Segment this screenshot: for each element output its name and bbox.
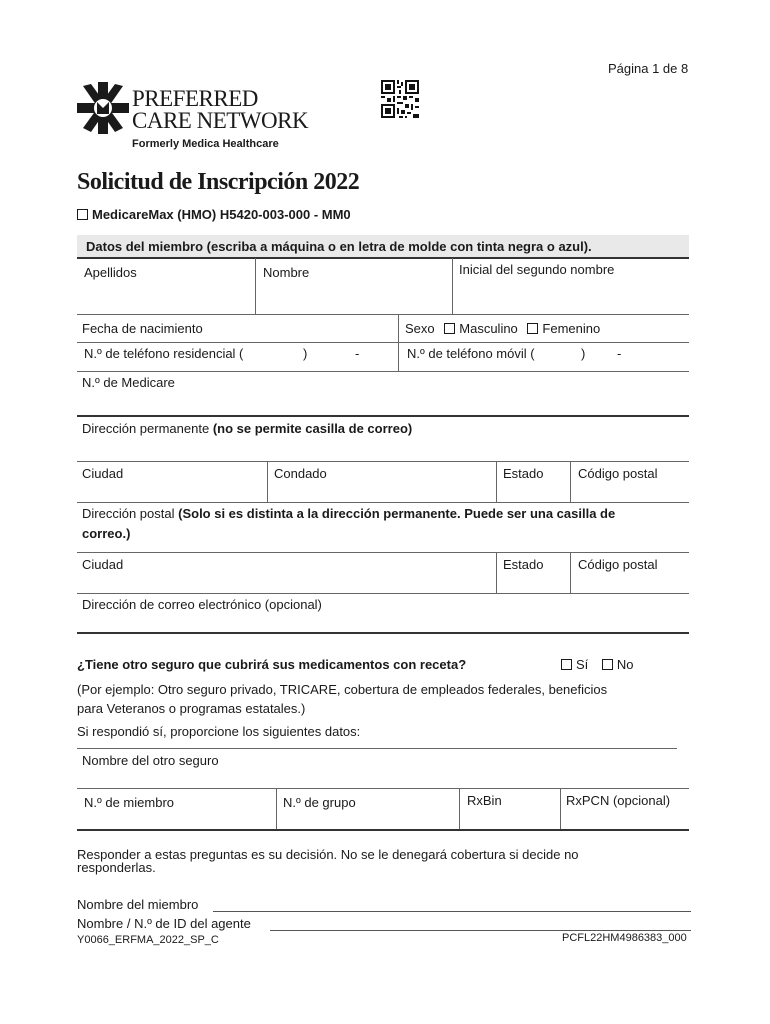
ciudad-field[interactable]: Ciudad: [82, 466, 124, 481]
divider: [267, 462, 268, 502]
rule: [77, 788, 689, 789]
paren-close: ): [581, 346, 586, 361]
nombre-seguro-field[interactable]: Nombre del otro seguro: [82, 753, 219, 768]
nombre-agente-line[interactable]: [270, 929, 691, 931]
logo-star-icon: [77, 80, 129, 136]
section-header-text: Datos del miembro (escriba a máquina o en letra de molde con tinta negra o azul).: [86, 239, 592, 254]
nombre-miembro-label: Nombre del miembro: [77, 897, 199, 912]
divider: [496, 462, 497, 502]
codigo-postal-postal-field[interactable]: Código postal: [578, 557, 658, 572]
plan-option[interactable]: [77, 207, 351, 222]
rule: [77, 257, 689, 259]
fecha-nacimiento-field[interactable]: Fecha de nacimiento: [82, 321, 203, 336]
rule: [77, 593, 689, 594]
si-label: Sí: [576, 657, 589, 672]
rule: [77, 632, 689, 634]
grupo-field[interactable]: N.º de grupo: [283, 795, 356, 810]
qr-code-icon: [381, 80, 419, 118]
direccion-permanente-label: Dirección permanente: [82, 421, 210, 436]
nombre-agente-label: Nombre / N.º de ID del agente: [77, 916, 251, 931]
insurance-question: ¿Tiene otro seguro que cubrirá sus medicamentos con receta?: [77, 657, 467, 672]
disclaimer-1: Responder a estas preguntas es su decisión. No se le denegará cobertura si decide no: [77, 847, 579, 862]
dash: -: [617, 346, 622, 361]
rule: [77, 342, 689, 343]
divider: [560, 789, 561, 829]
rxbin-field[interactable]: RxBin: [467, 793, 502, 808]
masculino-checkbox[interactable]: [444, 323, 455, 334]
rule: [77, 502, 689, 503]
dash: -: [355, 346, 360, 361]
direccion-postal-note: (Solo si es distinta a la dirección permanente. Puede ser una casilla de: [178, 506, 616, 521]
rule: [77, 461, 689, 462]
si-checkbox[interactable]: [561, 659, 572, 670]
paren-close: ): [303, 346, 308, 361]
tel-residencial-field[interactable]: N.º de teléfono residencial (: [84, 346, 244, 361]
sexo-group: [405, 321, 600, 336]
plan-checkbox[interactable]: [77, 209, 88, 220]
divider: [570, 553, 571, 593]
logo-line-2: CARE NETWORK: [132, 108, 309, 133]
inicial-field[interactable]: Inicial del segundo nombre: [459, 262, 615, 277]
divider: [276, 789, 277, 829]
rule: [77, 829, 689, 831]
divider: [496, 553, 497, 593]
direccion-postal-label: Dirección postal: [82, 506, 175, 521]
divider: [452, 258, 453, 314]
condado-field[interactable]: Condado: [274, 466, 327, 481]
rule: [77, 748, 677, 749]
masculino-label: Masculino: [459, 321, 518, 336]
rule: [77, 314, 689, 315]
femenino-label: Femenino: [542, 321, 601, 336]
logo-line-1: PREFERRED: [132, 86, 258, 111]
rule: [77, 371, 689, 372]
disclaimer-2: responderlas.: [77, 860, 156, 875]
rxpcn-field[interactable]: RxPCN (opcional): [566, 793, 671, 808]
apellidos-field[interactable]: Apellidos: [84, 265, 137, 280]
rule: [77, 552, 689, 553]
divider: [459, 789, 460, 829]
insurance-yes-no: [561, 657, 634, 672]
miembro-field[interactable]: N.º de miembro: [84, 795, 174, 810]
tel-movil-field[interactable]: N.º de teléfono móvil (: [407, 346, 535, 361]
insurance-example-1: (Por ejemplo: Otro seguro privado, TRICARE, cobertura de empleados federales, beneficios: [77, 682, 608, 697]
footer-right: PCFL22HM4986383_000: [562, 932, 687, 944]
direccion-permanente-note: (no se permite casilla de correo): [212, 421, 413, 436]
rule: [77, 415, 689, 417]
nombre-miembro-line[interactable]: [213, 910, 691, 912]
codigo-postal-field[interactable]: Código postal: [578, 466, 658, 481]
medicare-field[interactable]: N.º de Medicare: [82, 375, 175, 390]
femenino-checkbox[interactable]: [527, 323, 538, 334]
estado-field[interactable]: Estado: [503, 466, 544, 481]
estado-postal-field[interactable]: Estado: [503, 557, 544, 572]
email-field[interactable]: Dirección de correo electrónico (opcional): [82, 597, 322, 612]
page-number: Página 1 de 8: [608, 61, 689, 76]
section-header: [77, 235, 689, 257]
logo-formerly: Formerly Medica Healthcare: [132, 138, 279, 150]
no-checkbox[interactable]: [602, 659, 613, 670]
footer-left: Y0066_ERFMA_2022_SP_C: [77, 934, 219, 946]
divider: [255, 258, 256, 314]
form-title: Solicitud de Inscripción 2022: [77, 169, 360, 195]
ciudad-postal-field[interactable]: Ciudad: [82, 557, 124, 572]
divider: [398, 315, 399, 371]
direccion-postal-note-2: correo.): [82, 526, 131, 541]
plan-label: MedicareMax (HMO) H5420-003-000 - MM0: [92, 207, 351, 222]
direccion-permanente-field[interactable]: [82, 421, 412, 436]
nombre-field[interactable]: Nombre: [263, 265, 310, 280]
direccion-postal-field[interactable]: [82, 506, 615, 521]
divider: [570, 462, 571, 502]
insurance-if-yes: Si respondió sí, proporcione los siguientes datos:: [77, 724, 361, 739]
insurance-example-2: para Veteranos o programas estatales.): [77, 701, 306, 716]
sexo-label: Sexo: [405, 321, 435, 336]
no-label: No: [616, 657, 634, 672]
